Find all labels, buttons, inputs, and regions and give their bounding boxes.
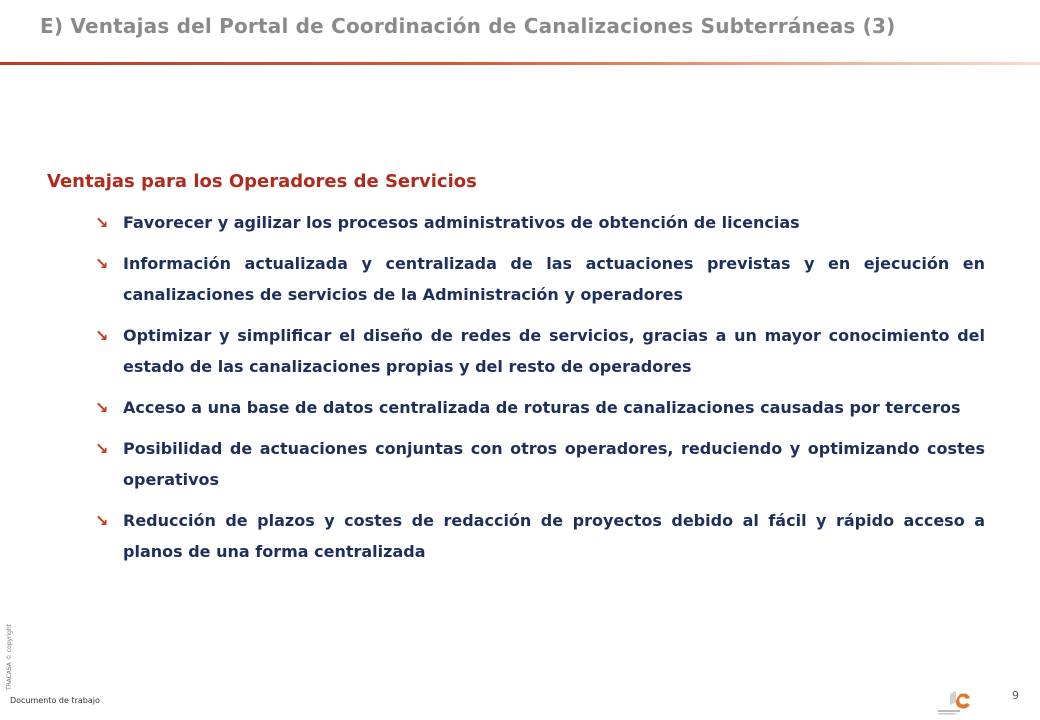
list-item (95, 392, 985, 423)
arrow-bullet-icon: ↘ (95, 439, 109, 458)
arrow-bullet-icon: ↘ (95, 511, 109, 530)
page-number: 9 (1012, 689, 1019, 702)
bullet-text: Reducción de plazos y costes de redacción de proyectos debido al fácil y rápido acceso a planos de una forma centralizada (123, 511, 985, 561)
slide-title: E) Ventajas del Portal de Coordinación de Canalizaciones Subterráneas (3) (40, 14, 896, 38)
logo-line (938, 713, 956, 715)
arrow-bullet-icon: ↘ (95, 213, 109, 232)
arrow-bullet-icon: ↘ (95, 398, 109, 417)
title-divider (0, 62, 1040, 65)
arrow-bullet-icon: ↘ (95, 326, 109, 345)
list-item (95, 505, 985, 567)
bullet-text: Favorecer y agilizar los procesos administrativos de obtención de licencias (123, 213, 800, 232)
document-label: Documento de trabajo (10, 696, 100, 705)
bullet-text: Optimizar y simplificar el diseño de redes de servicios, gracias a un mayor conocimiento del estado de las canalizaciones propias y del resto de operadores (123, 326, 985, 376)
bullet-text: Información actualizada y centralizada de las actuaciones previstas y en ejecución en canalizaciones de servicios de la Administración y operadores (123, 254, 985, 304)
arrow-bullet-icon: ↘ (95, 254, 109, 273)
bullet-text: Posibilidad de actuaciones conjuntas con otros operadores, reduciendo y optimizando costes operativos (123, 439, 985, 489)
list-item (95, 320, 985, 382)
list-item (95, 248, 985, 310)
logo-swoosh (956, 694, 970, 709)
company-logo (936, 688, 976, 716)
logo-shape (950, 691, 956, 705)
list-item (95, 433, 985, 495)
section-heading: Ventajas para los Operadores de Servicios (47, 171, 477, 192)
copyright-text: TRACASA © copyright (6, 623, 13, 690)
logo-line (938, 710, 960, 712)
bullet-text: Acceso a una base de datos centralizada de roturas de canalizaciones causadas por terceros (123, 398, 961, 417)
copyright-notice (6, 600, 16, 700)
list-item (95, 207, 985, 238)
bullet-list (95, 207, 985, 577)
